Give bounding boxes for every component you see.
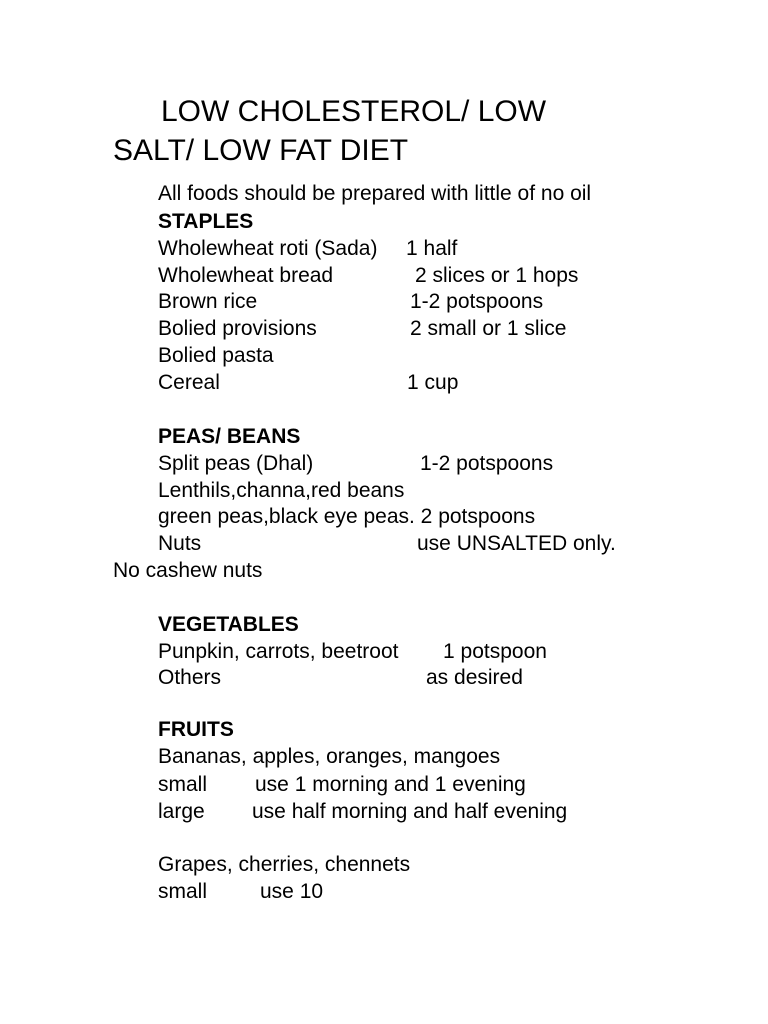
vegetables-item-name: Others — [158, 666, 222, 689]
vegetables-item-amount: 1 potspoon — [443, 640, 547, 663]
staples-item-name: Bolied pasta — [158, 344, 274, 367]
peas-beans-item-name: green peas,black eye peas. 2 potspoons — [158, 505, 536, 528]
staples-item-name: Bolied provisions — [158, 317, 317, 340]
fruits-size-label: small — [158, 880, 208, 903]
peas-beans-note: No cashew nuts — [113, 559, 263, 582]
vegetables-item-name: Punpkin, carrots, beetroot — [158, 640, 399, 663]
peas-beans-item-amount: use UNSALTED only. — [417, 532, 616, 555]
fruits-usage-text: use 10 — [260, 880, 324, 903]
staples-heading: STAPLES — [158, 210, 254, 233]
peas-beans-item-name: Lenthils,channa,red beans — [158, 479, 405, 502]
staples-item-amount: 2 small or 1 slice — [410, 317, 567, 340]
fruits-size-label: large — [158, 800, 205, 823]
staples-item-amount: 1 half — [406, 237, 458, 260]
fruits-group-title: Grapes, cherries, chennets — [158, 853, 411, 876]
staples-item-name: Wholewheat roti (Sada) — [158, 237, 378, 260]
intro-text: All foods should be prepared with little of no oil — [158, 182, 592, 205]
peas-beans-item-name: Split peas (Dhal) — [158, 452, 314, 475]
fruits-usage-text: use 1 morning and 1 evening — [255, 773, 526, 796]
vegetables-item-amount: as desired — [426, 666, 523, 689]
staples-item-name: Brown rice — [158, 290, 258, 313]
staples-item-name: Wholewheat bread — [158, 264, 334, 287]
staples-item-name: Cereal — [158, 371, 220, 394]
document-title-line-1: LOW CHOLESTEROL/ LOW — [161, 95, 547, 128]
staples-item-amount: 1 cup — [407, 371, 459, 394]
peas-beans-item-name: Nuts — [158, 532, 202, 555]
fruits-group-title: Bananas, apples, oranges, mangoes — [158, 745, 501, 768]
document-title-line-2: SALT/ LOW FAT DIET — [113, 134, 409, 167]
peas-beans-item-amount: 1-2 potspoons — [420, 452, 554, 475]
fruits-usage-text: use half morning and half evening — [252, 800, 568, 823]
staples-item-amount: 2 slices or 1 hops — [415, 264, 579, 287]
fruits-size-label: small — [158, 773, 208, 796]
staples-item-amount: 1-2 potspoons — [410, 290, 544, 313]
peas-beans-heading: PEAS/ BEANS — [158, 425, 301, 448]
fruits-heading: FRUITS — [158, 718, 234, 741]
vegetables-heading: VEGETABLES — [158, 613, 299, 636]
